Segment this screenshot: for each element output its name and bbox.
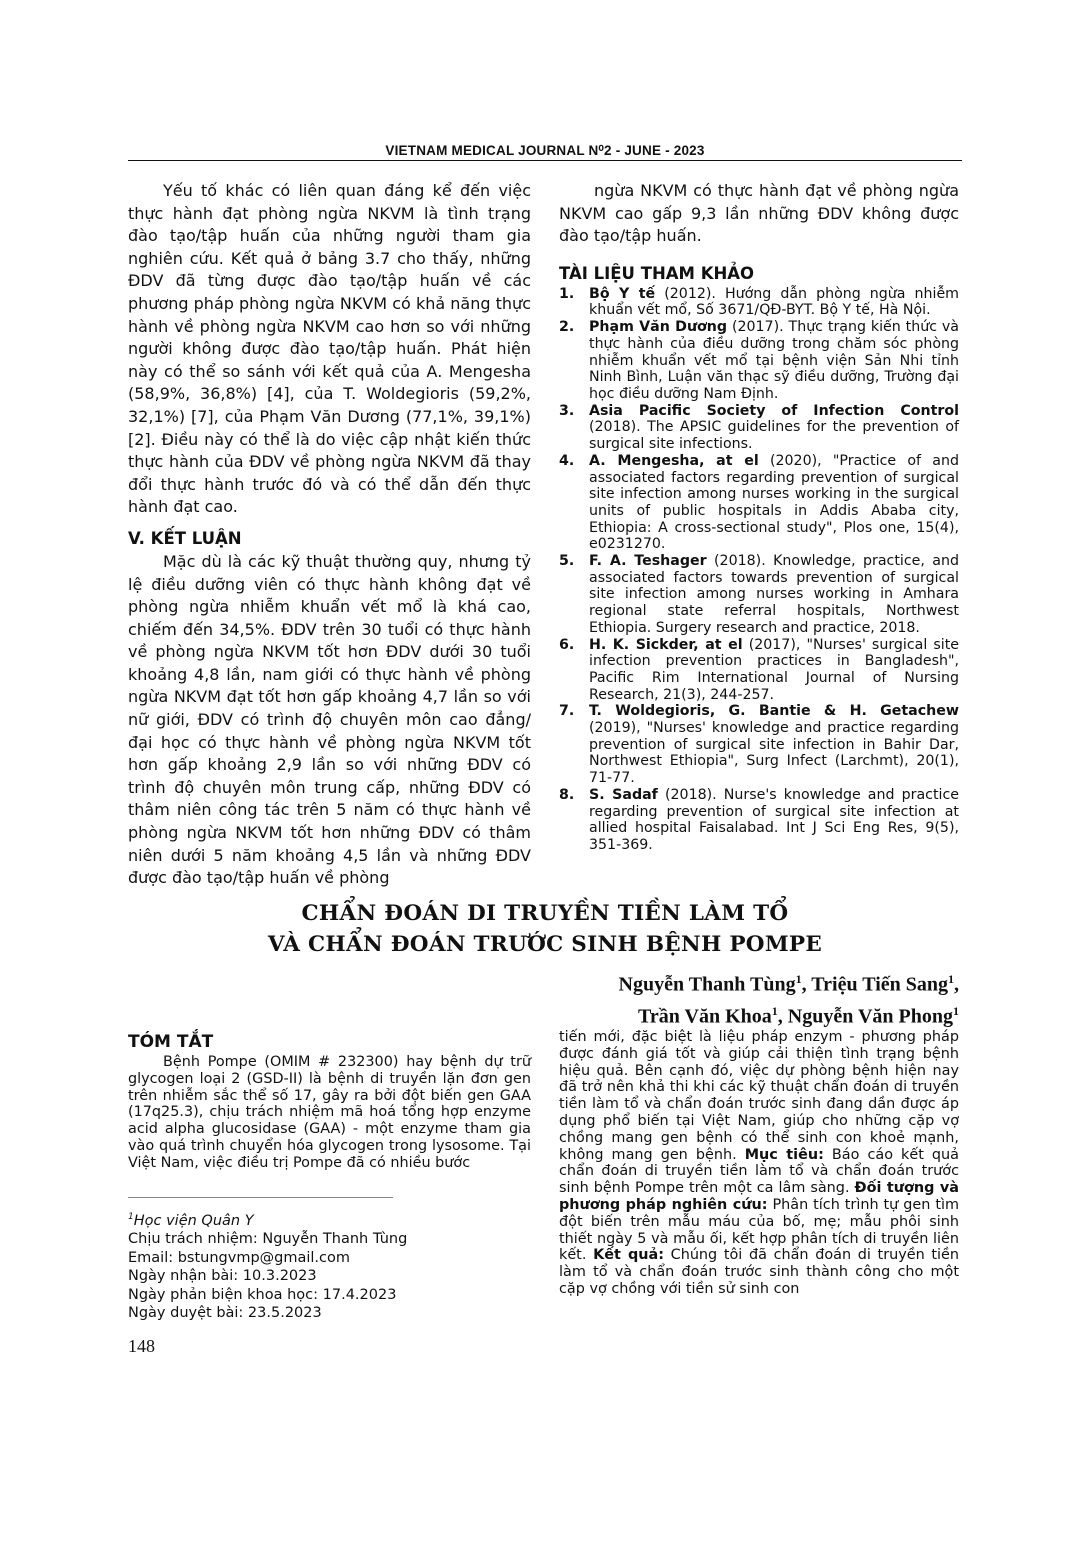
footnote-received-date: Ngày nhận bài: 10.3.2023 (128, 1268, 317, 1285)
header-rule (128, 160, 962, 161)
author-name: Triệu Tiến Sang (811, 973, 948, 996)
author-separator: , (801, 973, 812, 996)
left-column-previous-article (128, 180, 531, 890)
author-separator: , (954, 973, 959, 996)
running-header: VIETNAM MEDICAL JOURNAL N⁰2 - JUNE - 2023 (385, 143, 705, 158)
article-title (128, 898, 962, 960)
author-affiliation-marker: 1 (795, 972, 802, 986)
reference-list (559, 286, 959, 854)
reference-item: 1. Bộ Y tế (2012). Hướng dẫn phòng ngừa nhiễm khuẩn vết mổ, Số 3671/QĐ-BYT. Bộ Y tế, Hà Nội. (559, 285, 959, 319)
footnote-accepted-date: Ngày duyệt bài: 23.5.2023 (128, 1305, 322, 1322)
discussion-paragraph: Yếu tố khác có liên quan đáng kể đến việc thực hành đạt phòng ngừa NKVM là tình trạng đào tạo/tập huấn của những người tham gia nghiên cứu. Kết quả ở bảng 3.7 cho thấy, những ĐDV đã từng được đào tạo/tập huấn về các phương pháp phòng ngừa NKVM có khả năng thực hành về phòng ngừa NKVM cao hơn so với những người không được đào tạo/tập huấn. Phát hiện này có thể so sánh với kết quả của A. Mengesha (58,9%, 36,8%) [4], của T. Woldegioris (59,2%, 32,1%) [7], của Phạm Văn Dương (77,1%, 39,1%) [2]. Điều này có thể là do việc cập nhật kiến thức thực hành của ĐDV về phòng ngừa NKVM đã thay đổi thực hành trước đó và có thể dẫn đến thực hành đạt cao. (128, 181, 531, 517)
section-heading-conclusion: V. KẾT LUẬN (128, 528, 242, 548)
footnote-affiliation: $^1$Học viện Quân Y (128, 1212, 254, 1229)
conclusion-continuation: ngừa NKVM có thực hành đạt về phòng ngừa NKVM cao gấp 9,3 lần những ĐDV không được đào tạo/tập huấn. (559, 181, 959, 246)
author-affiliation-marker: 1 (953, 1003, 959, 1018)
reference-item: 2. Phạm Văn Dương (2017). Thực trạng kiến thức và thực hành của điều dưỡng trong chăm sóc phòng nhiễm khuẩn vết mổ tại bệnh viện Sản Nhi tỉnh Ninh Bình, Luận văn thạc sỹ điều dưỡng, Trường đại học điều dưỡng Nam Định. (559, 319, 959, 402)
footnote-review-date: Ngày phản biện khoa học: 17.4.2023 (128, 1286, 397, 1303)
abstract-label-methods: Đối tượng và phương pháp nghiên cứu: (559, 1180, 959, 1213)
page-number: 148 (128, 1336, 155, 1356)
article-title-line: VÀ CHẨN ĐOÁN TRƯỚC SINH BỆNH POMPE (267, 932, 823, 957)
footnote-rule (128, 1197, 393, 1198)
references-heading: TÀI LIỆU THAM KHẢO (559, 263, 755, 283)
author-affiliation-marker: 1 (948, 972, 954, 986)
right-column-previous-article (559, 180, 959, 854)
author-list (500, 966, 959, 1029)
reference-item: 4. A. Mengesha, at el (2020), "Practice of and associated factors regarding prevention of surgical site infection among nurses working in the surgical units of public hospitals in Addis Ababa city, Ethiopia: A cross-sectional study", Plos one, 15(4), e0231270. (559, 452, 959, 553)
abstract-right-text: tiến mới, đặc biệt là liệu pháp enzym - phương pháp được đánh giá tốt và giúp cải thiện tình trạng bệnh hiệu quả. Bên cạnh đó, việc dự phòng bệnh hiện nay đã trở nên khả thi khi các kỹ thuật chẩn đoán di truyền tiền làm tổ và chẩn đoán trước sinh đang dần được áp dụng phổ biến tại Việt Nam, giúp cho những cặp vợ chồng mang gen bệnh có thể sinh con khoẻ mạnh, không mang gen bệnh. Mục tiêu: Báo cáo kết quả chẩn đoán di truyền tiền làm tổ và chẩn đoán trước sinh bệnh Pompe trên một ca lâm sàng. Đối tượng và phương pháp nghiên cứu: Phân tích trình tự gen tìm đột biến trên mẫu máu của bố, mẹ; mẫu phôi sinh thiết ngày 5 và mẫu ối, kết hợp phân tích di truyền liên kết. Kết quả: Chúng tôi đã chẩn đoán di truyền tiền làm tổ và chẩn đoán trước sinh thành công cho một cặp vợ chồng với tiền sử sinh con (559, 1029, 960, 1297)
footnote-responsible: Chịu trách nhiệm: Nguyễn Thanh Tùng (128, 1231, 408, 1248)
article-title-line: CHẨN ĐOÁN DI TRUYỀN TIỀN LÀM TỔ (301, 901, 789, 926)
abstract-heading: TÓM TẮT (128, 1032, 214, 1052)
author-affiliation-marker: 1 (771, 1003, 778, 1018)
abstract-label-objective: Mục tiêu: (744, 1146, 824, 1163)
reference-item: 6. H. K. Sickder, at el (2017), "Nurses' surgical site infection prevention practices in Bangladesh", Pacific Rim International Journal of Nursing Research, 21(3), 244-257. (559, 636, 960, 703)
reference-item: 5. F. A. Teshager (2018). Knowledge, practice, and associated factors towards prevention of surgical site infection among nurses working in Amhara regional state referral hospitals, Northwest Ethiopia. Surgery research and practice, 2018. (559, 553, 959, 636)
author-line (500, 966, 959, 998)
reference-item: 8. S. Sadaf (2018). Nurse's knowledge and practice regarding prevention of surgical site infection at allied hospital Faisalabad. Int J Sci Eng Res, 9(5), 351-369. (559, 786, 959, 853)
conclusion-paragraph: Mặc dù là các kỹ thuật thường quy, nhưng tỷ lệ điều dưỡng viên có thực hành không đạt về phòng ngừa nhiễm khuẩn vết mổ là khá cao, chiếm đến 34,5%. ĐDV trên 30 tuổi có thực hành về phòng ngừa NKVM tốt hơn ĐDV dưới 30 tuổi khoảng 4,8 lần, nam giới có thực hành về phòng ngừa NKVM đạt tốt hơn gấp khoảng 4,7 lần so với nữ giới, ĐDV có trình độ chuyên môn cao đẳng/đại học có thực hành về phòng ngừa NKVM tốt hơn gấp khoảng 2,9 lần so với những ĐDV có trình độ chuyên môn trung cấp, những ĐDV có thâm niên công tác trên 5 năm có thực hành về phòng ngừa NKVM tốt hơn những ĐDV có thâm niên dưới 5 năm khoảng 4,5 lần và những ĐDV được đào tạo/tập huấn về phòng (128, 551, 531, 888)
author-name: Nguyễn Thanh Tùng (618, 973, 796, 996)
reference-item: 7. T. Woldegioris, G. Bantie & H. Getachew (2019), "Nurses' knowledge and practice regarding prevention of surgical site infection in Bahir Dar, Northwest Ethiopia", Surg Infect (Larchmt), 20(1), 71-77. (559, 703, 959, 787)
author-name: Trần Văn Khoa (638, 1005, 772, 1028)
author-line (500, 998, 959, 1030)
footnote-email: Email: bstungvmp@gmail.com (128, 1249, 351, 1266)
author-separator: , (777, 1005, 788, 1028)
footnotes (128, 1208, 531, 1323)
abstract-left-text: Bệnh Pompe (OMIM # 232300) hay bệnh dự trữ glycogen loại 2 (GSD-II) là bệnh di truyền lặn đơn gen trên nhiễm sắc thể số 17, gây ra bởi đột biến gen GAA (17q25.3), chịu trách nhiệm mã hoá tổng hợp enzyme acid alpha glucosidase (GAA) - một enzyme tham gia vào quá trình chuyển hóa glycogen trong lysosome. Tại Việt Nam, việc điều trị Pompe đã có nhiều bước (128, 1054, 531, 1171)
abstract-label-results: Kết quả: (593, 1247, 664, 1264)
author-name: Nguyễn Văn Phong (787, 1005, 953, 1028)
reference-item: 3. Asia Pacific Society of Infection Control (2018). The APSIC guidelines for the prevention of surgical site infections. (559, 402, 959, 453)
